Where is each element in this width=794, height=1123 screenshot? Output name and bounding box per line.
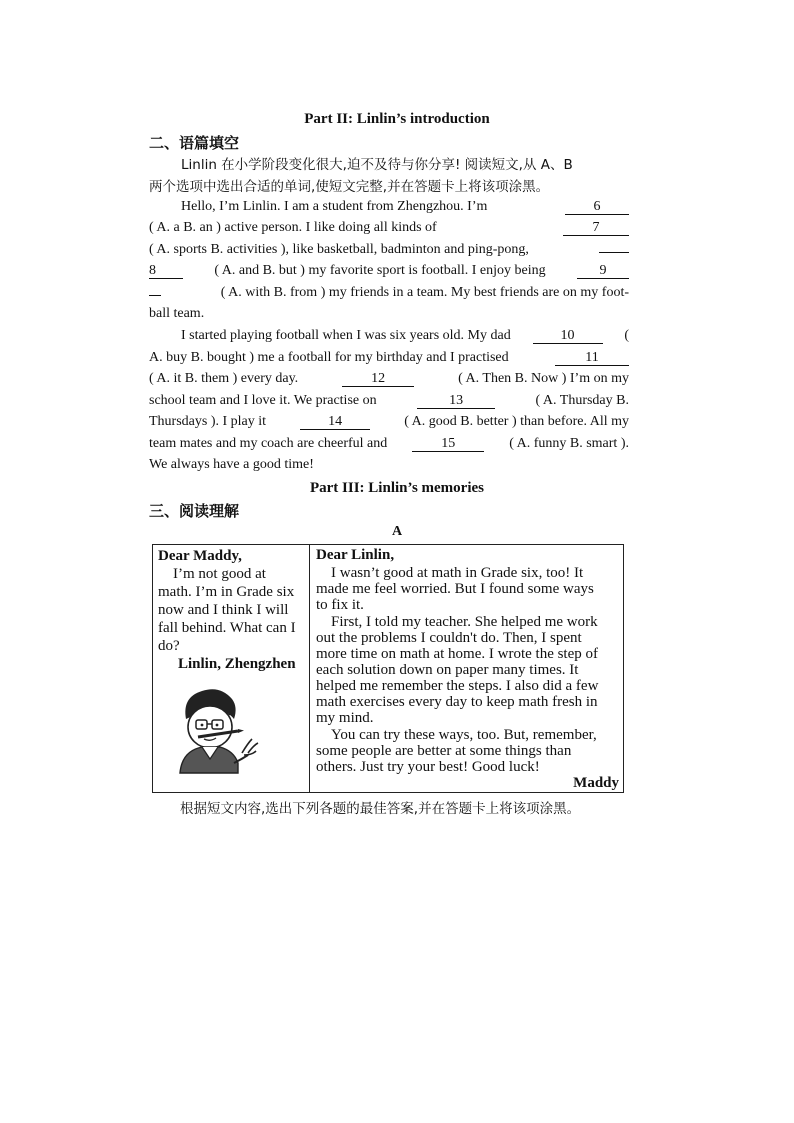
- passage-line: [149, 263, 629, 279]
- passage-line: We always have a good time!: [149, 457, 314, 472]
- passage-text: ( A. funny B. smart ).: [509, 436, 629, 451]
- subsection-label: A: [391, 524, 403, 539]
- letter-line: now and I think I will: [158, 602, 289, 618]
- section-heading-reading: 三、阅读理解: [149, 502, 240, 520]
- passage-text: team mates and my coach are cheerful and: [149, 436, 388, 451]
- passage-text: ( A. with B. from ) my friends in a team. My best friends are on my foot-: [220, 285, 629, 300]
- letter-line: some people are better at some things than: [316, 743, 572, 759]
- passage-line: ball team.: [149, 306, 205, 321]
- blank-12: 12: [342, 372, 414, 387]
- letter-line: I wasn’t good at math in Grade six, too! It: [331, 565, 584, 581]
- letter-line: each solution down on paper many times. It: [316, 662, 579, 678]
- blank-9: 9: [577, 264, 629, 279]
- letter-from-maddy: [310, 545, 623, 792]
- letter-line: math exercises every day to keep math fresh in: [316, 694, 598, 710]
- passage-text: ( A. Thursday B.: [535, 393, 629, 408]
- letter-line: more time on math at home. I wrote the step of: [316, 646, 599, 662]
- letter-from-linlin: [153, 545, 310, 792]
- passage-text: I started playing football when I was six years old. My dad: [181, 328, 511, 343]
- passage-text: ( A. and B. but ) my favorite sport is football. I enjoy being: [214, 263, 546, 278]
- letter-line: my mind.: [316, 710, 374, 726]
- blank-10: 10: [533, 329, 603, 344]
- passage-text: ( A. a B. an ) active person. I like doing all kinds of: [149, 220, 437, 235]
- instruction-line-2: 两个选项中选出合适的单词,使短文完整,并在答题卡上将该项涂黑。: [149, 179, 550, 195]
- blank-7: 7: [563, 221, 629, 236]
- letter-line: helped me remember the steps. I also did a few: [316, 678, 599, 694]
- passage-line: [149, 371, 629, 387]
- letter-signature: Maddy: [573, 775, 619, 791]
- passage-line: [149, 393, 629, 409]
- letter-line: others. Just try your best! Good luck!: [316, 759, 540, 775]
- part-2-title: Part II: Linlin’s introduction: [304, 111, 490, 127]
- blank-8-start: [599, 252, 629, 253]
- letters-table: [152, 544, 624, 793]
- passage-text: Hello, I’m Linlin. I am a student from Zhengzhou. I’m: [181, 199, 488, 214]
- letter-line: out the problems I couldn't do. Then, I spent: [316, 630, 582, 646]
- passage-text: ( A. good B. better ) than before. All my: [404, 414, 629, 429]
- part-3-title: Part III: Linlin’s memories: [309, 480, 484, 496]
- letter-line: You can try these ways, too. But, remember,: [331, 727, 597, 743]
- passage-line: [149, 220, 629, 236]
- passage-text: ( A. Then B. Now ) I’m on my: [458, 371, 629, 386]
- passage-line: [149, 285, 629, 301]
- passage-line: [181, 328, 629, 344]
- letter-line: First, I told my teacher. She helped me work: [331, 614, 598, 630]
- blank-13: 13: [417, 394, 495, 409]
- reading-instruction: 根据短文内容,选出下列各题的最佳答案,并在答题卡上将该项涂黑。: [180, 801, 581, 817]
- passage-text: ( A. sports B. activities ), like basketball, badminton and ping-pong,: [149, 242, 529, 257]
- letter-line: to fix it.: [316, 597, 364, 613]
- letter-line: I’m not good at: [173, 566, 266, 582]
- passage-line: [149, 414, 629, 430]
- blank-9-end: [149, 295, 161, 296]
- letter-line: made me feel worried. But I found some ways: [316, 581, 594, 597]
- letter-greeting: Dear Maddy,: [158, 548, 242, 564]
- passage-text: ( A. it B. them ) every day.: [149, 371, 299, 386]
- passage-line: [149, 242, 629, 258]
- passage-line: [149, 436, 629, 452]
- passage-text: school team and I love it. We practise on: [149, 393, 377, 408]
- letter-greeting: Dear Linlin,: [316, 547, 395, 563]
- instruction-line-1: Linlin 在小学阶段变化很大,迫不及待与你分享! 阅读短文,从 A、B: [181, 157, 573, 173]
- letter-line: do?: [158, 638, 180, 654]
- section-heading-cloze: 二、语篇填空: [149, 134, 240, 152]
- blank-15: 15: [412, 437, 484, 452]
- blank-8: 8: [149, 264, 183, 279]
- blank-14: 14: [300, 415, 370, 430]
- letter-signature: Linlin, Zhengzhen: [178, 656, 296, 672]
- passage-text: Thursdays ). I play it: [149, 414, 267, 429]
- letter-line: fall behind. What can I: [158, 620, 296, 636]
- passage-text: A. buy B. bought ) me a football for my birthday and I practised: [149, 350, 509, 365]
- blank-6: 6: [565, 200, 629, 215]
- blank-11: 11: [555, 351, 629, 366]
- letter-line: math. I’m in Grade six: [158, 584, 295, 600]
- passage-line: [149, 350, 629, 366]
- boy-with-pencil-illustration: [168, 683, 268, 775]
- passage-line: [181, 199, 629, 215]
- paren-open: (: [624, 328, 629, 343]
